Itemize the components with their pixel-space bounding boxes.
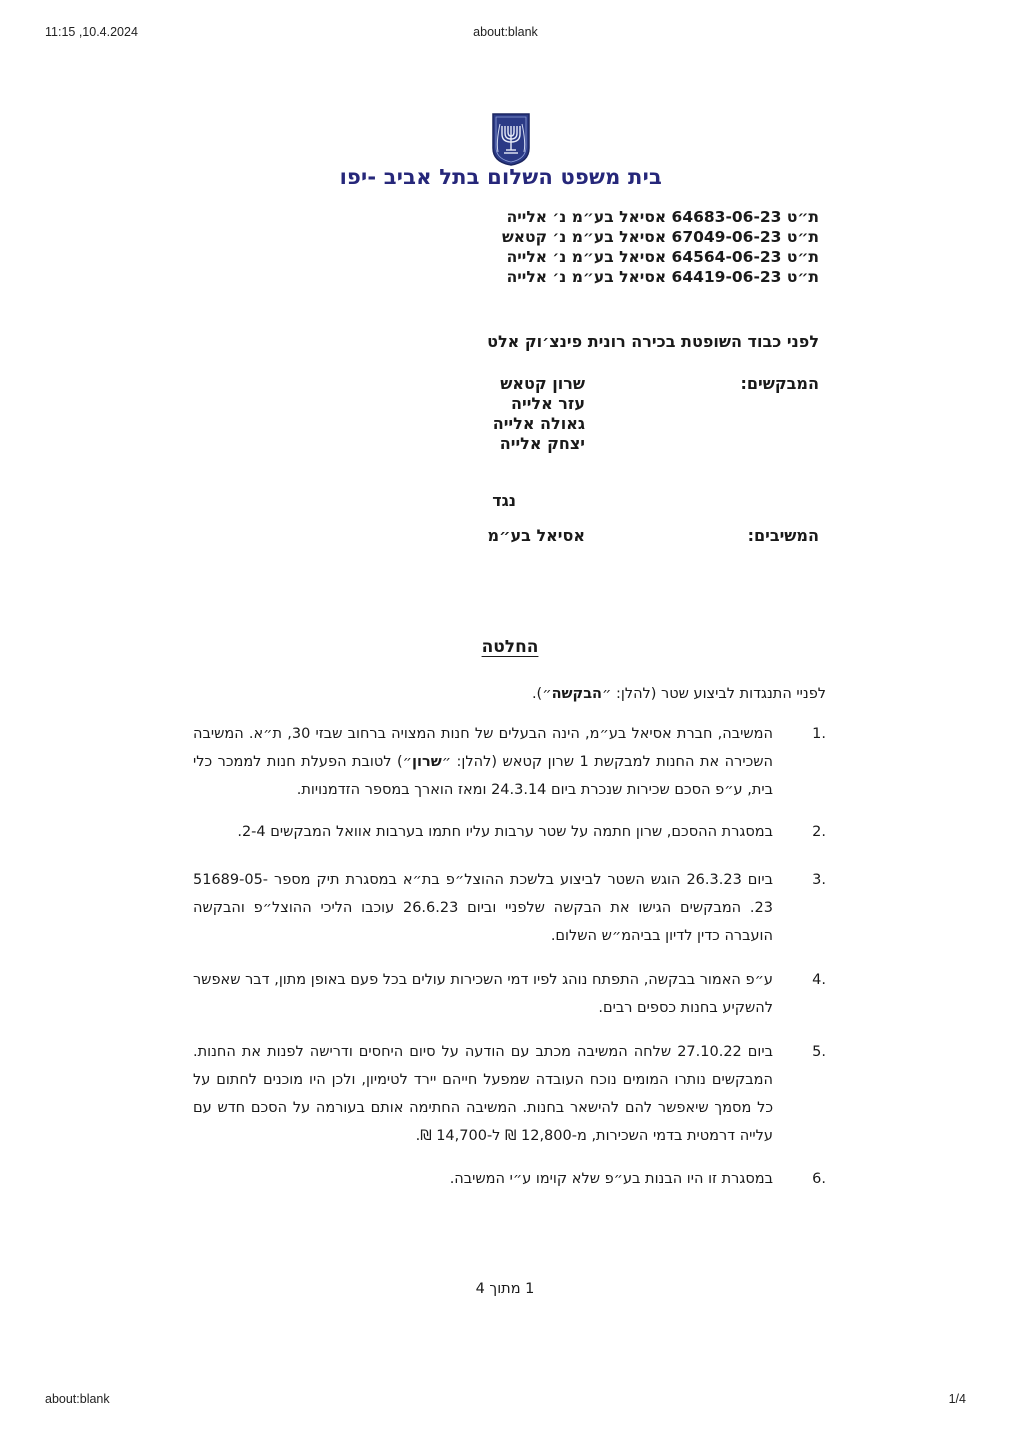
menorah-emblem-icon bbox=[491, 112, 531, 166]
paragraph-number: .6 bbox=[812, 1171, 826, 1187]
applicant-name: עזר אלייה bbox=[510, 394, 585, 413]
decision-intro bbox=[532, 686, 826, 702]
paragraph-text: ע״פ האמור בבקשה, התפתח נוהג לפיו דמי השכירות עולים בכל פעם באופן מתון, דבר שאפשר להשקיע בחנות כספים רבים. bbox=[193, 972, 773, 1016]
paragraph-number: .4 bbox=[812, 972, 826, 988]
applicant-name: שרון קטאש bbox=[500, 374, 585, 393]
case-number-line: ת״ט 64419-06-23 אסיאל בע״מ נ׳ אלייה bbox=[506, 268, 819, 286]
paragraph-number: .5 bbox=[812, 1044, 826, 1060]
paragraph-text-part: המשיבה, חברת אסיאל בע״מ, הינה הבעלים של חנות המצויה ברחוב שבזי 30, ת״א. המשיבה השכירה את החנות למבקשת 1 שרון קטאש (להלן: ״ bbox=[193, 726, 773, 770]
judge-line: לפני כבוד השופטת בכירה רונית פינצ׳וק אלט bbox=[487, 332, 819, 351]
decision-title: החלטה bbox=[481, 637, 539, 657]
print-page-title: about:blank bbox=[473, 25, 538, 39]
paragraph-bold-term: שרון bbox=[412, 754, 442, 770]
respondents-label: המשיבים: bbox=[747, 526, 819, 545]
print-page-counter: 1/4 bbox=[948, 1392, 966, 1406]
paragraph-number: .1 bbox=[812, 726, 826, 742]
paragraph-text: ביום 26.3.23 הוגש השטר לביצוע בלשכת ההוצל״פ בת״א במסגרת תיק מספר 51689-05-23. המבקשים הגישו את הבקשה שלפניי וביום 26.6.23 עוכבו הליכי ההוצל״פ והבקשה הועברה כדין לדיון בביהמ״ש השלום. bbox=[193, 872, 773, 944]
paragraph-text bbox=[193, 720, 773, 804]
intro-text: ״). bbox=[531, 686, 552, 702]
paragraph-text: ביום 27.10.22 שלחה המשיבה מכתב עם הודעה על סיום היחסים ודרישה לפנות את החנות. המבקשים נותרו המומים נוכח העובדה שמפעל חייהם יירד לטימיון, ולכן היו מוכנים לחתום על כל מסמך שיאפשר להם להישאר בחנות. המשיבה החתימה אותם בעורמה על הסכם חדש עם עלייה דרמטית בדמי השכירות, מ-12,800 ₪ ל-14,700 ₪. bbox=[193, 1044, 774, 1144]
intro-text: לפניי התנגדות לביצוע שטר (להלן: ״ bbox=[602, 686, 826, 702]
case-number-line: ת״ט 67049-06-23 אסיאל בע״מ נ׳ קטאש bbox=[502, 228, 819, 246]
paragraph-text: במסגרת ההסכם, שרון חתמה על שטר ערבות עליו חתמו בערבות אוואל המבקשים 2-4. bbox=[237, 824, 773, 840]
intro-bold-term: הבקשה bbox=[551, 686, 603, 702]
paragraph-text-part: ״) לטובת הפעלת חנות לממכר כלי בית, ע״פ הסכם שכירות שנכרת ביום 24.3.14 ומאז הוארך במספר הזדמנויות. bbox=[193, 754, 773, 798]
applicants-label: המבקשים: bbox=[740, 374, 819, 393]
respondent-name: אסיאל בע״מ bbox=[487, 526, 585, 545]
page-number: 1 מתוך 4 bbox=[475, 1281, 535, 1297]
case-number-line: ת״ט 64564-06-23 אסיאל בע״מ נ׳ אלייה bbox=[506, 248, 819, 266]
print-timestamp: 11:15 ,10.4.2024 bbox=[45, 25, 138, 39]
court-name: בית משפט השלום בתל אביב -יפו bbox=[339, 165, 662, 189]
applicant-name: יצחק אלייה bbox=[499, 434, 585, 453]
versus-label: נגד bbox=[492, 491, 516, 510]
paragraph-number: .2 bbox=[812, 824, 826, 840]
applicant-name: גאולה אלייה bbox=[492, 414, 585, 433]
paragraph-text: במסגרת זו היו הבנות בע״פ שלא קוימו ע״י המשיבה. bbox=[449, 1171, 773, 1187]
paragraph-number: .3 bbox=[812, 872, 826, 888]
case-number-line: ת״ט 64683-06-23 אסיאל בע״מ נ׳ אלייה bbox=[506, 208, 819, 226]
print-footer-url: about:blank bbox=[45, 1392, 110, 1406]
